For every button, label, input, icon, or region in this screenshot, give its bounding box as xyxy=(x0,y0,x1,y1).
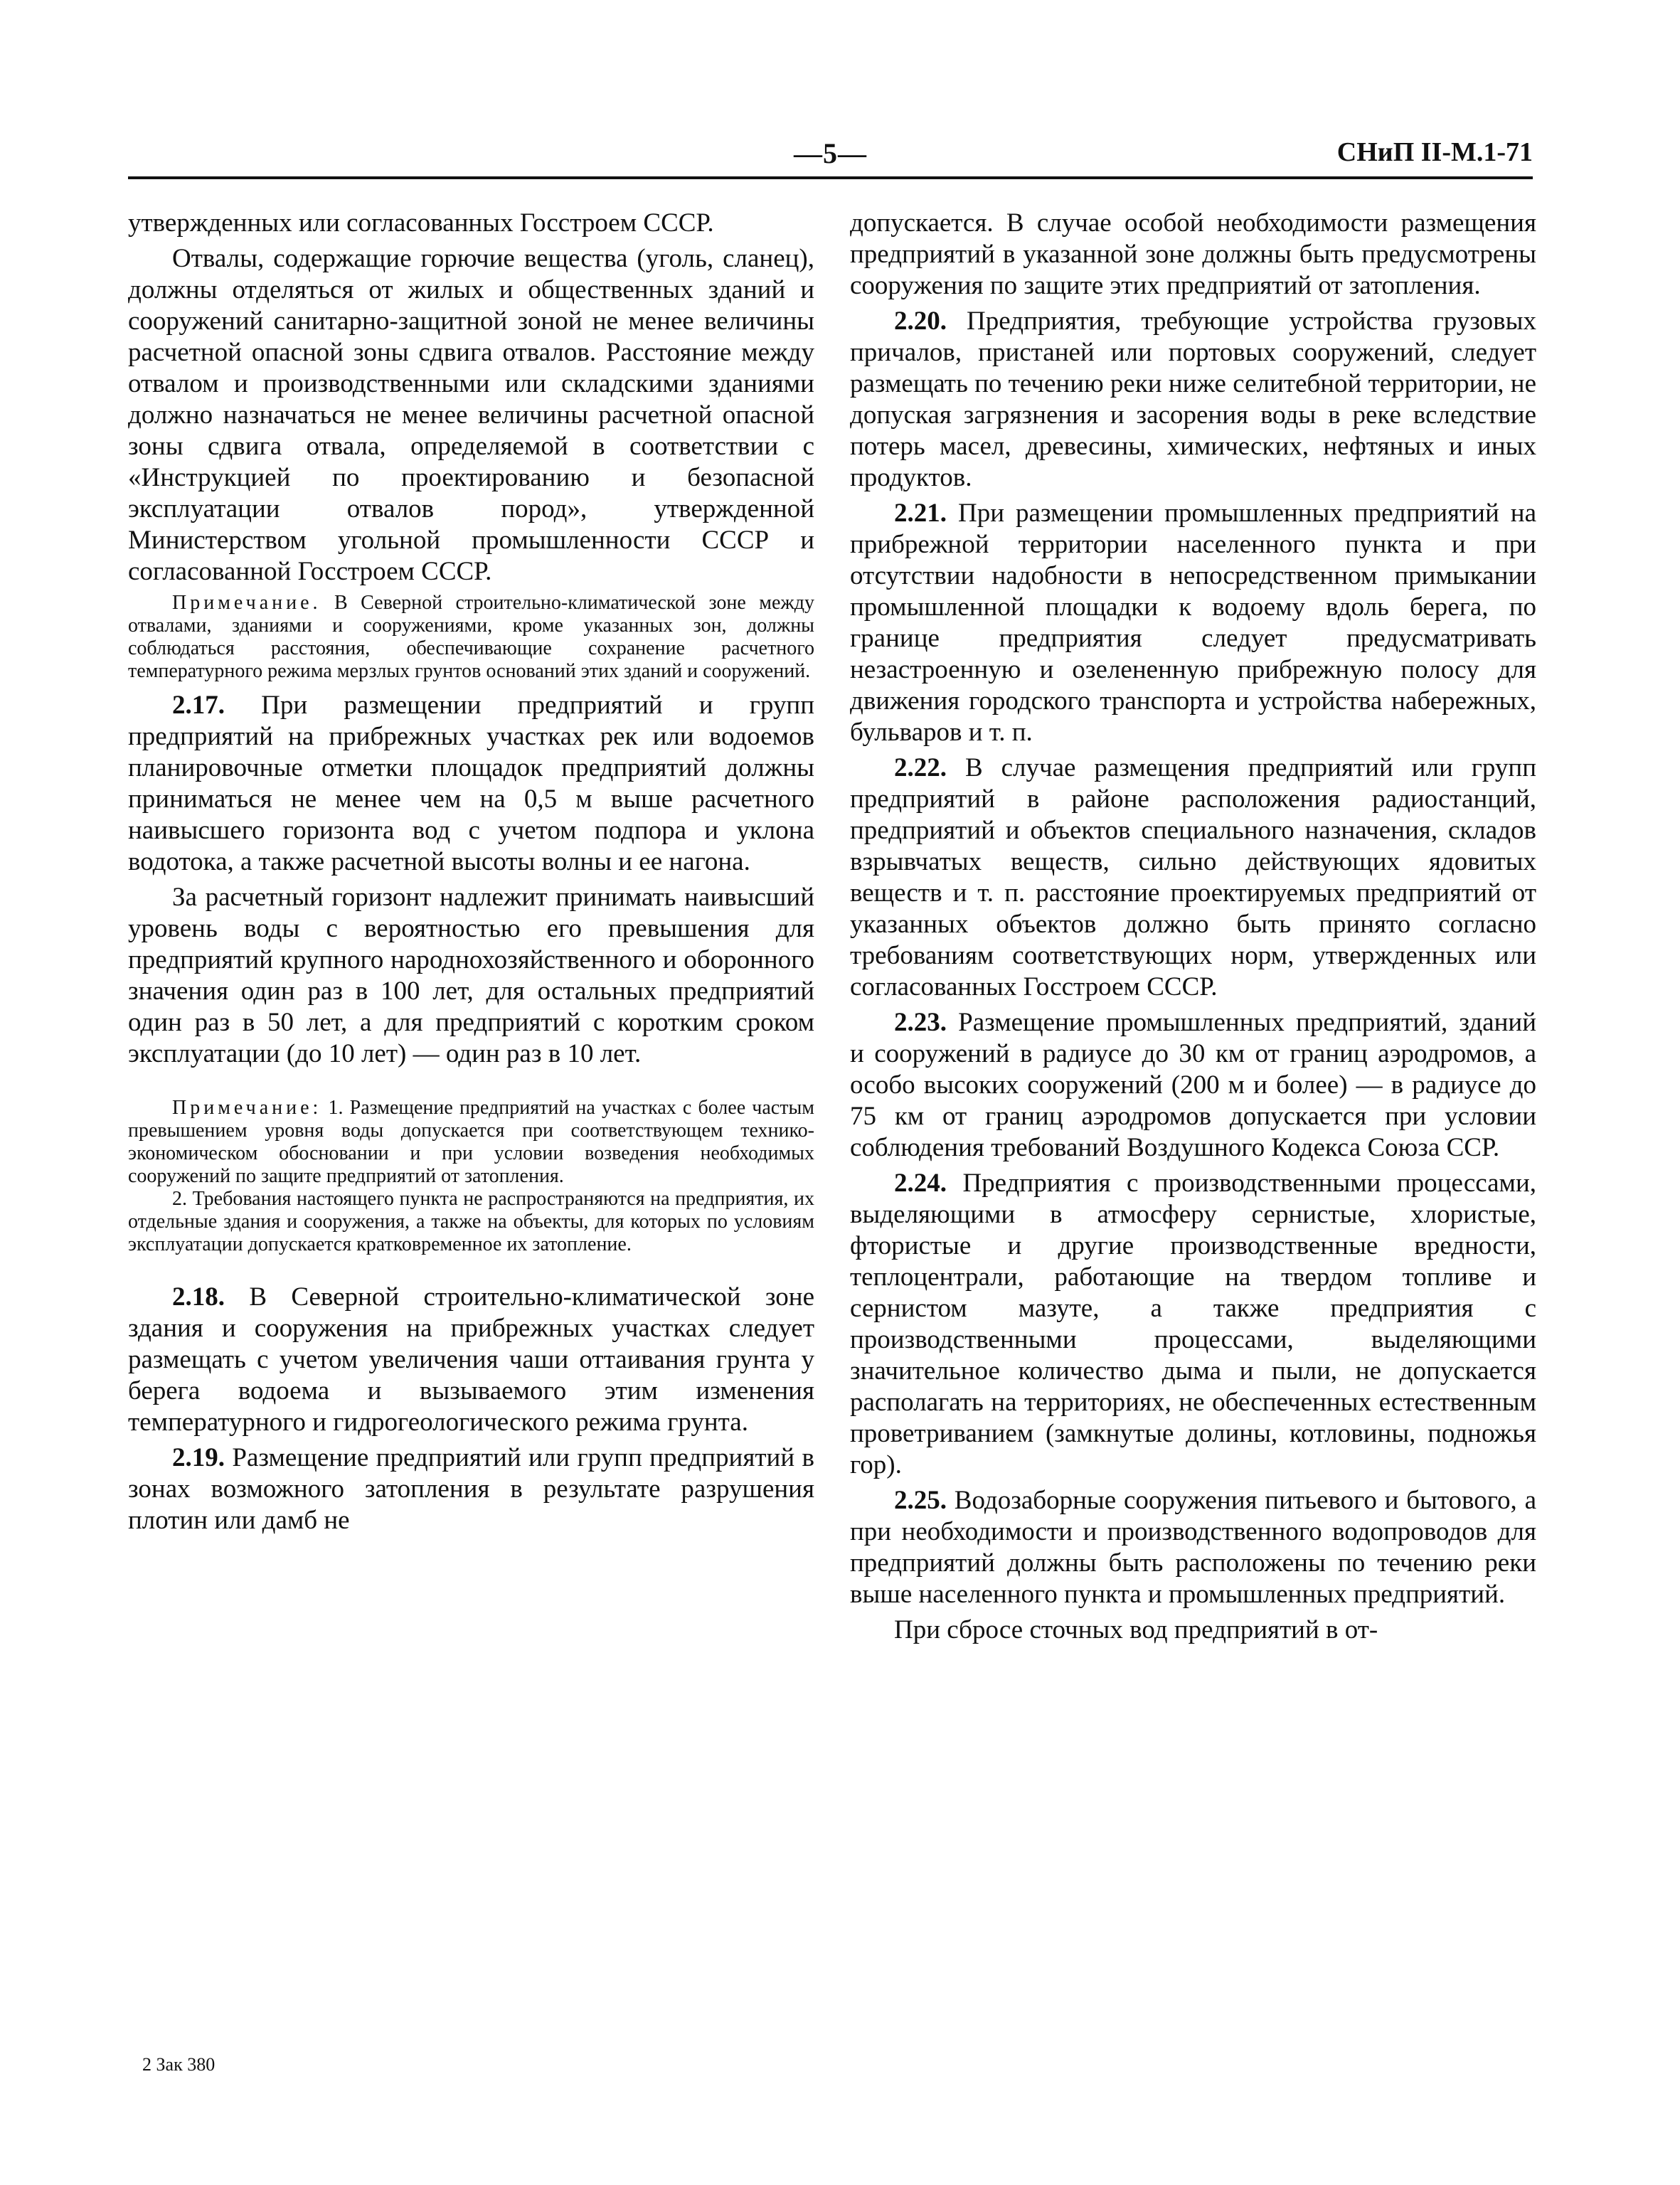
section-2-24 xyxy=(850,1168,1536,1481)
note-label: Примечание. xyxy=(172,592,321,614)
section-number: 2.17. xyxy=(172,691,225,720)
section-2-20 xyxy=(850,306,1536,494)
note-northern-zone xyxy=(128,592,814,683)
section-number: 2.24. xyxy=(894,1169,947,1198)
right-column xyxy=(850,208,1536,1650)
note-item-1: 1. Размещение предприятий на участках с более частым превышением уровня воды допускается при соответствующем технико-экономическом обосновании и при условии возведения необходимых сооружений по защите предприятий от затопления. xyxy=(128,1097,814,1187)
section-number: 2.25. xyxy=(894,1486,947,1515)
note-item-2: 2. Требования настоящего пункта не распространяются на предприятия, их отдельные здания и сооружения, а также на объекты, для которых по условиям эксплуатации допускается кратковременное их затопление. xyxy=(128,1188,814,1255)
section-text: В случае размещения предприятий или групп предприятий в районе расположения радиостанций, предприятий и объектов специального назначения, складов взрывчатых веществ, сильно действующих ядовитых веществ и т. п. расстояние проектируемых предприятий от указанных объектов должно быть принято согласно требованиям соответствующих норм, утвержденных или согласованных Госстроем СССР. xyxy=(850,753,1536,1001)
section-number: 2.18. xyxy=(172,1282,225,1312)
note-flooding xyxy=(128,1097,814,1256)
section-text: В Северной строительно-климатической зоне здания и сооружения на прибрежных участках следует размещать с учетом увеличения чаши оттаивания грунта у берега водоема и вызываемого этим изменения температурного и гидрогеологического режима грунта. xyxy=(128,1282,814,1437)
section-text: При размещении промышленных предприятий на прибрежной территории населенного пункта и при отсутствии надобности в непосредственном примыкании промышленной площадки к водоему вдоль берега, по границе предприятия следует предусматривать незастроенную и озелененную прибрежную полосу для движения городского транспорта и устройства набережных, бульваров и т. п. xyxy=(850,499,1536,747)
page-number: —5— xyxy=(794,137,867,169)
document-code: СНиП II-М.1-71 xyxy=(1336,137,1533,167)
paragraph-continuation: допускается. В случае особой необходимости размещения предприятий в указанной зоне должны быть предусмотрены сооружения по защите этих предприятий от затопления. xyxy=(850,208,1536,300)
section-text: При размещении предприятий и групп предприятий на прибрежных участках рек или водоемов планировочные отметки площадок предприятий должны приниматься не менее чем на 0,5 м выше расчетного наивысшего горизонта вод с учетом подпора и уклона водотока, а также расчетной высоты волны и ее нагона. xyxy=(128,691,814,876)
section-2-23 xyxy=(850,1007,1536,1164)
section-2-18 xyxy=(128,1282,814,1438)
section-number: 2.19. xyxy=(172,1443,225,1472)
section-number: 2.20. xyxy=(894,307,947,336)
page-header xyxy=(128,137,1533,179)
section-number: 2.21. xyxy=(894,499,947,528)
section-number: 2.22. xyxy=(894,753,947,782)
print-mark: 2 Зак 380 xyxy=(142,2054,216,2075)
paragraph-design-horizon: За расчетный горизонт надлежит принимать наивысший уровень воды с вероятностью его превышения для предприятий крупного народнохозяйственного и оборонного значения один раз в 100 лет, для остальных предприятий один раз в 50 лет, а для предприятий с коротким сроком эксплуатации (до 10 лет) — один раз в 10 лет. xyxy=(128,883,814,1068)
section-2-19 xyxy=(128,1442,814,1536)
section-2-17 xyxy=(128,690,814,878)
paragraph-wastewater: При сбросе сточных вод предприятий в от- xyxy=(894,1615,1378,1644)
section-text: Размещение предприятий или групп предприятий в зонах возможного затопления в результате разрушения плотин или дамб не xyxy=(128,1443,815,1535)
paragraph-continuation: утвержденных или согласованных Госстроем СССР. xyxy=(128,208,714,238)
section-number: 2.23. xyxy=(894,1008,947,1037)
section-2-22 xyxy=(850,753,1536,1003)
section-text: Предприятия, требующие устройства грузовых причалов, пристаней или портовых сооружений, следует размещать по течению реки ниже селитебной территории, не допуская загрязнения и засорения воды в реке вследствие потерь масел, древесины, химических, нефтяных и иных продуктов. xyxy=(850,307,1537,492)
section-text: Водозаборные сооружения питьевого и бытового, а при необходимости и производственного водопроводов для предприятий должны быть расположены по течению реки выше населенного пункта и промышленных предприятий. xyxy=(850,1486,1536,1609)
section-text: Предприятия с производственными процессами, выделяющими в атмосферу сернистые, хлористые, фтористые и другие производственные вредности, теплоцентрали, работающие на твердом топливе и сернистом мазуте, а также предприятия с производственными процессами, выделяющими значительное количество дыма и пыли, не допускается располагать на территориях, не обеспеченных естественным проветриванием (замкнутые долины, котловины, подножья гор). xyxy=(850,1169,1537,1479)
note-text: В Северной строительно-климатической зоне между отвалами, зданиями и сооружениями, кроме указанных зон, должны соблюдаться расстояния, обеспечивающие сохранение расчетного температурного режима мерзлых грунтов оснований этих зданий и сооружений. xyxy=(128,592,815,682)
left-column xyxy=(128,208,814,1541)
section-text: Размещение промышленных предприятий, зданий и сооружений в радиусе до 30 км от границ аэродромов, а особо высоких сооружений (200 м и более) — в радиусе до 75 км от границ аэродромов допускается при условии соблюдения требований Воздушного Кодекса Союза ССР. xyxy=(850,1008,1536,1162)
note-label: Примечание: xyxy=(172,1097,322,1119)
paragraph-dumps: Отвалы, содержащие горючие вещества (уголь, сланец), должны отделяться от жилых и общественных зданий и сооружений санитарно-защитной зоной не менее величины расчетной опасной зоны сдвига отвалов. Расстояние между отвалом и производственными или складскими зданиями должно назначаться не менее величины расчетной опасной зоны сдвига отвала, определяемой в соответствии с «Инструкцией по проектированию и безопасной эксплуатации отвалов пород», утвержденной Министерством угольной промышленности СССР и согласованной Госстроем СССР. xyxy=(128,244,814,586)
section-2-21 xyxy=(850,498,1536,748)
section-2-25 xyxy=(850,1485,1536,1610)
